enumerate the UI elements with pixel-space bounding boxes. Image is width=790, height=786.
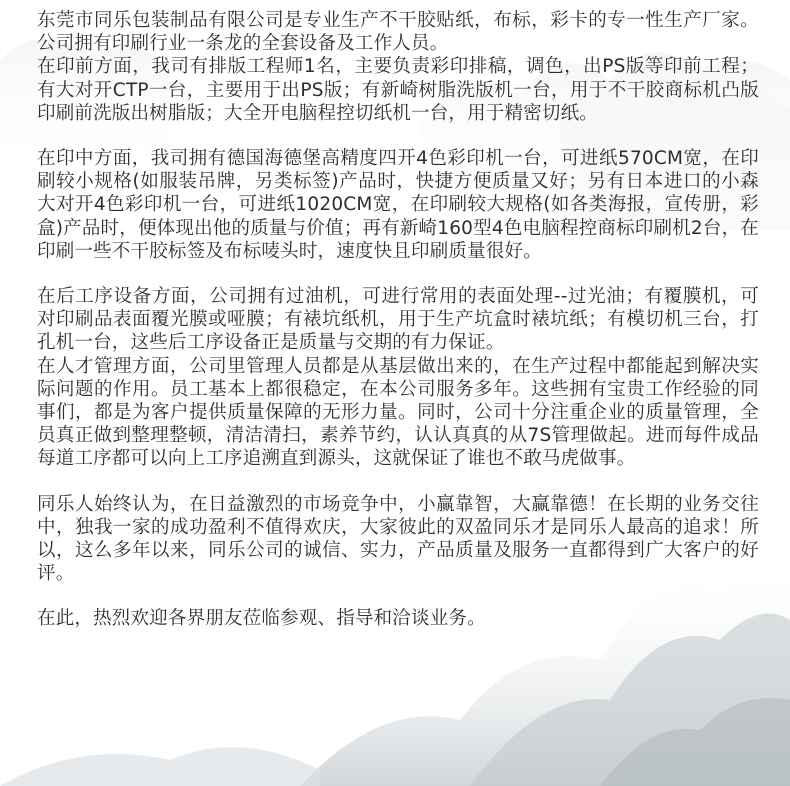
- postpress-paragraph: 在后工序设备方面，公司拥有过油机，可进行常用的表面处理--过光油；有覆膜机，可对印刷品表面覆光膜或哑膜；有裱坑纸机，用于生产坑盒时裱坑纸；有模切机三台，打孔机一台，这些后工序设备正是质量与交期的有力保证。: [37, 286, 759, 354]
- paragraph-gap: [37, 263, 759, 285]
- welcome-paragraph: 在此，热烈欢迎各界朋友莅临参观、指导和洽谈业务。: [37, 608, 486, 630]
- intro-paragraph: 东莞市同乐包装制品有限公司是专业生产不干胶贴纸，布标，彩卡的专一性生产厂家。公司拥有印刷行业一条龙的全套设备及工作人员。: [37, 10, 759, 55]
- paragraph-gap: [37, 585, 759, 607]
- paragraph-gap: [37, 471, 759, 493]
- paragraph-gap: [37, 125, 759, 147]
- philosophy-paragraph: 同乐人始终认为，在日益激烈的市场竞争中，小赢靠智，大赢靠德！在长期的业务交往中，独我一家的成功盈利不值得欢庆，大家彼此的双盈同乐才是同乐人最高的追求！所以，这么多年以来，同乐公司的诚信、实力，产品质量及服务一直都得到广大客户的好评。: [37, 493, 759, 585]
- press-paragraph: 在印中方面，我司拥有德国海德堡高精度四开4色彩印机一台，可进纸570CM宽，在印刷较小规格(如服装吊牌，另类标签)产品时，快捷方便质量又好；另有日本进口的小森大对开4色彩印机一台，可进纸1020CM宽，在印刷较大规格(如各类海报，宣传册，彩盒)产品时，便体现出他的质量与价值；再有新崎160型4色电脑程控商标印刷机2台，在印刷一些不干胶标签及布标唛头时，速度快且印刷质量很好。: [37, 148, 759, 262]
- management-paragraph: 在人才管理方面，公司里管理人员都是从基层做出来的，在生产过程中都能起到解决实际问题的作用。员工基本上都很稳定，在本公司服务多年。这些拥有宝贵工作经验的同事们，都是为客户提供质量保障的无形力量。同时，公司十分注重企业的质量管理，全员真正做到整理整顿，清洁清扫，素养节约，认认真真的从7S管理做起。进而每件成品每道工序都可以向上工序追溯直到源头，这就保证了谁也不敢马虎做事。: [37, 355, 759, 470]
- prepress-paragraph: 在印前方面，我司有排版工程师1名，主要负责彩印排稿，调色，出PS版等印前工程；有大对开CTP一台，主要用于出PS版；有新崎树脂洗版机一台，用于不干胶商标机凸版印刷前洗版出树脂版；大全开电脑程控切纸机一台，用于精密切纸。: [37, 56, 759, 124]
- article-body: [37, 9, 759, 631]
